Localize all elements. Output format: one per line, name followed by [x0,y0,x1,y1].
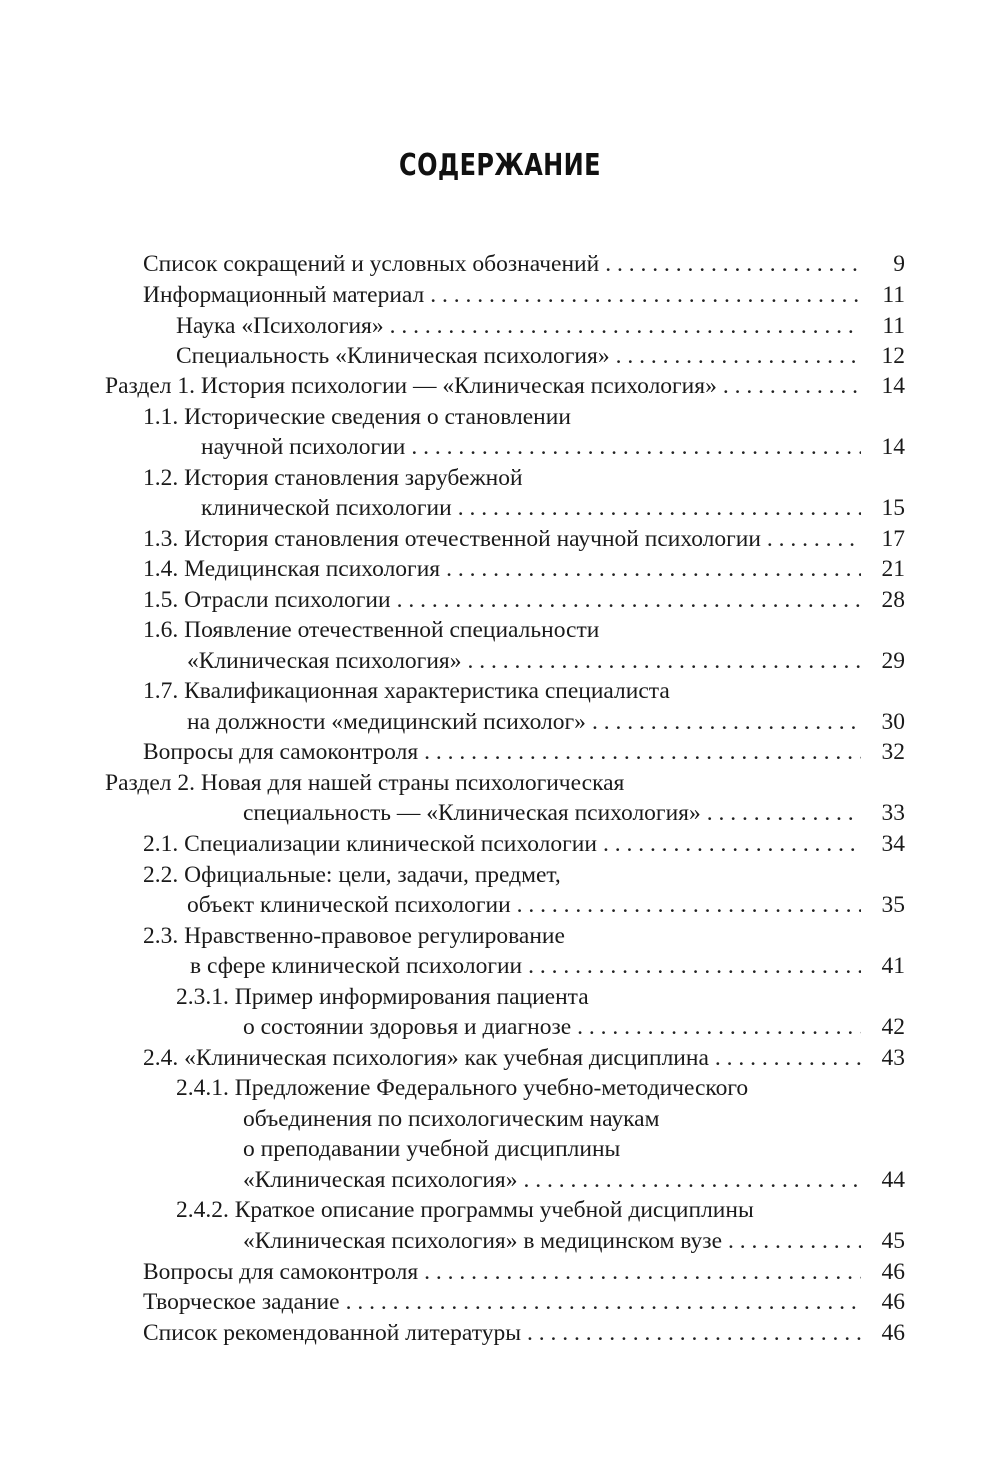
dot-leader [430,279,861,311]
toc-entry[interactable] [143,1256,905,1288]
dot-leader [767,523,861,555]
dot-leader [346,1286,861,1318]
toc-entry[interactable] [187,889,905,921]
toc-entry[interactable] [143,859,905,891]
toc-entry[interactable] [243,1133,905,1165]
dot-leader [527,1317,861,1349]
toc-entry-page: 46 [881,1320,905,1346]
toc-entry-text: Творческое задание [143,1286,346,1318]
toc-entry-page: 46 [881,1289,905,1315]
toc-entry[interactable] [105,767,905,799]
dot-leader [577,1011,861,1043]
toc-entry[interactable] [143,1042,905,1074]
toc-entry[interactable] [143,736,905,768]
toc-entry[interactable] [176,340,905,372]
toc-entry-text: 2.1. Специализации клинической психологии [143,828,603,860]
toc-entry-page: 21 [881,556,905,582]
toc-entry[interactable] [190,950,905,982]
toc-entry-text: Вопросы для самоконтроля [143,1256,424,1288]
toc-entry[interactable] [143,248,905,280]
toc-entry-text: объект клинической психологии [187,889,517,921]
toc-entry[interactable] [187,706,905,738]
toc-entry-text: 2.3. Нравственно-правовое регулирование [143,920,571,952]
dot-leader [723,370,861,402]
toc-entry-text: специальность — «Клиническая психология» [243,797,707,829]
toc-entry-page: 14 [881,373,905,399]
toc-entry-text: клинической психологии [201,492,458,524]
toc-entry[interactable] [243,1164,905,1196]
toc-entry-page: 33 [881,800,905,826]
toc-entry-page: 11 [882,282,905,308]
toc-entry[interactable] [143,1286,905,1318]
toc-entry-page: 46 [881,1259,905,1285]
toc-entry-text: 2.4.2. Краткое описание программы учебной дисциплины [176,1194,760,1226]
toc-entry[interactable] [243,1225,905,1257]
page-title: СОДЕРЖАНИЕ [399,148,601,183]
dot-leader [616,340,861,372]
toc-entry-text: 1.1. Исторические сведения о становлении [143,401,577,433]
toc-entry-text: научной психологии [201,431,411,463]
dot-leader [715,1042,861,1074]
toc-entry-text: на должности «медицинский психолог» [187,706,592,738]
dot-leader [424,736,861,768]
toc-entry-page: 29 [881,648,905,674]
toc-entry-text: Раздел 2. Новая для нашей страны психологическая [105,767,630,799]
toc-entry-text: 1.6. Появление отечественной специальности [143,614,605,646]
toc-entry[interactable] [143,279,905,311]
toc-entry-text: 1.4. Медицинская психология [143,553,446,585]
toc-entry-page: 14 [881,434,905,460]
toc-entry[interactable] [201,431,905,463]
dot-leader [446,553,861,585]
toc-entry[interactable] [201,492,905,524]
dot-leader [467,645,861,677]
toc-entry[interactable] [143,462,905,494]
toc-entry-text: 2.4. «Клиническая психология» как учебная дисциплина [143,1042,715,1074]
toc-entry-page: 44 [881,1167,905,1193]
dot-leader [397,584,861,616]
toc-entry[interactable] [105,370,905,402]
toc-entry-text: Раздел 1. История психологии — «Клиническая психология» [105,370,723,402]
toc-entry[interactable] [143,920,905,952]
toc-entry[interactable] [176,981,905,1013]
toc-entry-page: 12 [881,343,905,369]
dot-leader [458,492,861,524]
toc-entry-text: «Клиническая психология» [243,1164,523,1196]
toc-entry-text: объединения по психологическим наукам [243,1103,665,1135]
toc-entry-text: Наука «Психология» [176,310,390,342]
toc-entry-text: «Клиническая психология» [187,645,467,677]
toc-entry-page: 30 [881,709,905,735]
toc-entry-text: Информационный материал [143,279,430,311]
toc-entry[interactable] [176,1194,905,1226]
toc-entry[interactable] [187,645,905,677]
dot-leader [517,889,861,921]
dot-leader [605,248,861,280]
dot-leader [603,828,861,860]
toc-entry-page: 9 [893,251,905,277]
toc-entry-text: «Клиническая психология» в медицинском вузе [243,1225,728,1257]
toc-entry-text: 1.7. Квалификационная характеристика специалиста [143,675,676,707]
dot-leader [592,706,861,738]
dot-leader [523,1164,861,1196]
toc-entry-text: 2.3.1. Пример информирования пациента [176,981,595,1013]
toc-entry-text: Вопросы для самоконтроля [143,736,424,768]
toc-entry-page: 45 [881,1228,905,1254]
toc-entry-page: 41 [881,953,905,979]
toc-entry[interactable] [243,797,905,829]
toc-entry-text: в сфере клинической психологии [190,950,528,982]
toc-entry-text: 2.4.1. Предложение Федерального учебно-методического [176,1072,754,1104]
toc-entry[interactable] [143,614,905,646]
dot-leader [728,1225,861,1257]
toc-entry-page: 34 [881,831,905,857]
toc-entry[interactable] [143,1317,905,1349]
dot-leader [528,950,861,982]
toc-entry-text: 1.3. История становления отечественной научной психологии [143,523,767,555]
toc-entry-text: о состоянии здоровья и диагнозе [243,1011,577,1043]
toc-entry-text: 2.2. Официальные: цели, задачи, предмет, [143,859,567,891]
toc-entry[interactable] [143,401,905,433]
dot-leader [424,1256,861,1288]
toc-entry[interactable] [143,675,905,707]
toc-entry-page: 17 [881,526,905,552]
toc-entry-page: 43 [881,1045,905,1071]
toc-entry-page: 11 [882,313,905,339]
toc-entry-text: 1.2. История становления зарубежной [143,462,529,494]
toc-entry[interactable] [176,1072,905,1104]
toc-entry-text: Список сокращений и условных обозначений [143,248,605,280]
toc-entry-text: о преподавании учебной дисциплины [243,1133,626,1165]
toc-entry-page: 32 [881,739,905,765]
toc-entry-page: 35 [881,892,905,918]
toc-entry[interactable] [143,523,905,555]
toc-entry-text: Специальность «Клиническая психология» [176,340,616,372]
toc-entry[interactable] [176,310,905,342]
dot-leader [411,431,861,463]
toc-entry[interactable] [143,828,905,860]
toc-entry-text: Список рекомендованной литературы [143,1317,527,1349]
toc-entry[interactable] [243,1011,905,1043]
toc-entry-page: 42 [881,1014,905,1040]
toc-entry-page: 15 [881,495,905,521]
toc-entry-page: 28 [881,587,905,613]
toc-entry[interactable] [143,553,905,585]
dot-leader [390,310,861,342]
toc-entry[interactable] [143,584,905,616]
toc-entry[interactable] [243,1103,905,1135]
dot-leader [707,797,861,829]
toc-entry-text: 1.5. Отрасли психологии [143,584,397,616]
